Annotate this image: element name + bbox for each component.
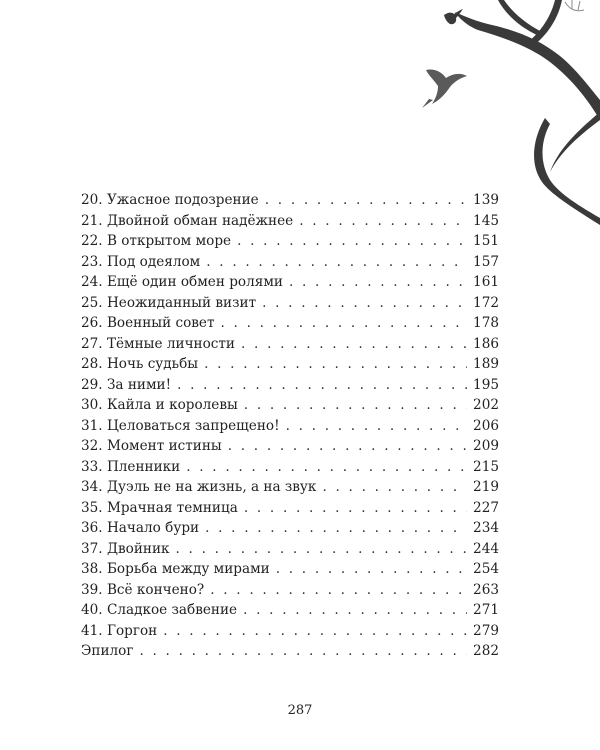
toc-entry-title: Эпилог [81,643,134,659]
toc-entry-page: 178 [473,315,499,331]
toc-dot-leader [237,231,467,252]
toc-dot-leader [163,621,467,642]
toc-dot-leader [186,457,467,478]
toc-entry-page: 263 [473,581,499,598]
toc-entry [81,436,499,457]
tree-branch [528,0,562,46]
toc-dot-leader [221,313,468,334]
toc-entry-page: 195 [473,376,499,393]
toc-entry [81,498,499,519]
toc-entry-page: 186 [473,335,499,352]
toc-entry-title: 39. Всё кончено? [81,581,205,598]
toc-entry-title: 20. Ужасное подозрение [81,192,259,208]
toc-entry-page: 145 [473,212,499,229]
toc-entry [81,621,499,642]
toc-entry-title: 25. Неожиданный визит [81,294,257,311]
toc-entry [81,457,499,478]
toc-entry-page: 244 [473,540,499,557]
toc-entry [81,334,499,355]
toc-entry-page: 282 [473,643,499,659]
toc-entry-page: 161 [473,274,499,290]
toc-dot-leader [276,559,467,580]
toc-entry-page: 157 [473,253,499,270]
toc-entry-title: 28. Ночь судьбы [81,356,199,372]
toc-entry [81,518,499,539]
toc-entry-page: 215 [473,458,499,475]
toc-entry-page: 202 [473,397,499,413]
toc-entry-title: 22. В открытом море [81,233,232,249]
tree-trunk [550,112,600,172]
toc-dot-leader [205,518,467,539]
toc-dot-leader [262,293,467,314]
toc-entry-title: 41. Горгон [81,622,158,639]
toc-entry [81,190,499,211]
toc-entry-page: 139 [473,192,499,208]
toc-dot-leader [244,498,467,519]
toc-entry [81,539,499,560]
toc-entry [81,231,499,252]
toc-dot-leader [139,641,467,662]
toc-entry-title: 37. Двойник [81,540,170,557]
toc-entry-title: 23. Под одеялом [81,253,201,270]
toc-entry [81,559,499,580]
toc-entry-title: 36. Начало бури [81,520,200,536]
swallow-icon [426,69,467,104]
toc-entry-title: 40. Сладкое забвение [81,602,238,618]
toc-entry-title: 21. Двойной обман надёжнее [81,212,294,229]
toc-entry-page: 227 [473,499,499,516]
toc-entry [81,477,499,498]
toc-dot-leader [206,252,467,273]
toc-entry-page: 209 [473,438,499,454]
toc-dot-leader [177,375,467,396]
toc-entry-page: 279 [473,622,499,639]
toc-entry-page: 151 [473,233,499,249]
toc-entry [81,354,499,375]
toc-entry [81,272,499,293]
page-number: 287 [287,703,313,718]
toc-dot-leader [228,436,467,457]
toc-dot-leader [265,190,467,211]
table-of-contents [81,190,499,662]
swallow-icon [422,99,433,108]
toc-entry [81,580,499,601]
tree-branch [455,0,600,120]
toc-dot-leader [299,211,467,232]
toc-entry-page: 271 [473,602,499,618]
toc-entry [81,395,499,416]
toc-dot-leader [176,539,468,560]
toc-dot-leader [244,395,467,416]
toc-entry-title: 26. Военный совет [81,315,215,331]
toc-entry-title: 38. Борьба между мирами [81,561,270,577]
toc-entry [81,600,499,621]
toc-entry [81,416,499,437]
leaf-icon [565,0,584,11]
toc-entry [81,375,499,396]
toc-entry-title: 34. Дуэль не на жизнь, а на звук [81,479,317,495]
toc-entry-title: 32. Момент истины [81,438,222,454]
toc-entry [81,211,499,232]
toc-entry-page: 189 [473,356,499,372]
toc-dot-leader [289,272,467,293]
toc-entry-page: 219 [473,479,499,495]
toc-dot-leader [210,580,467,601]
toc-dot-leader [286,416,467,437]
toc-dot-leader [241,334,467,355]
toc-entry-page: 172 [473,294,499,311]
toc-entry-title: 33. Пленники [81,458,181,475]
toc-dot-leader [204,354,467,375]
toc-dot-leader [243,600,467,621]
toc-entry-page: 234 [473,520,499,536]
tree-trunk [534,118,600,225]
toc-entry [81,641,499,662]
toc-entry-page: 254 [473,561,499,577]
toc-entry-title: 24. Ещё один обмен ролями [81,274,283,290]
toc-entry [81,293,499,314]
toc-entry-page: 206 [473,417,499,434]
toc-dot-leader [322,477,467,498]
toc-entry-title: 27. Тёмные личности [81,335,235,352]
toc-entry [81,313,499,334]
toc-entry-title: 31. Целоваться запрещено! [81,417,280,434]
toc-entry-title: 35. Мрачная темница [81,499,238,516]
toc-entry [81,252,499,273]
toc-entry-title: 30. Кайла и королевы [81,397,238,413]
toc-entry-title: 29. За ними! [81,376,172,393]
